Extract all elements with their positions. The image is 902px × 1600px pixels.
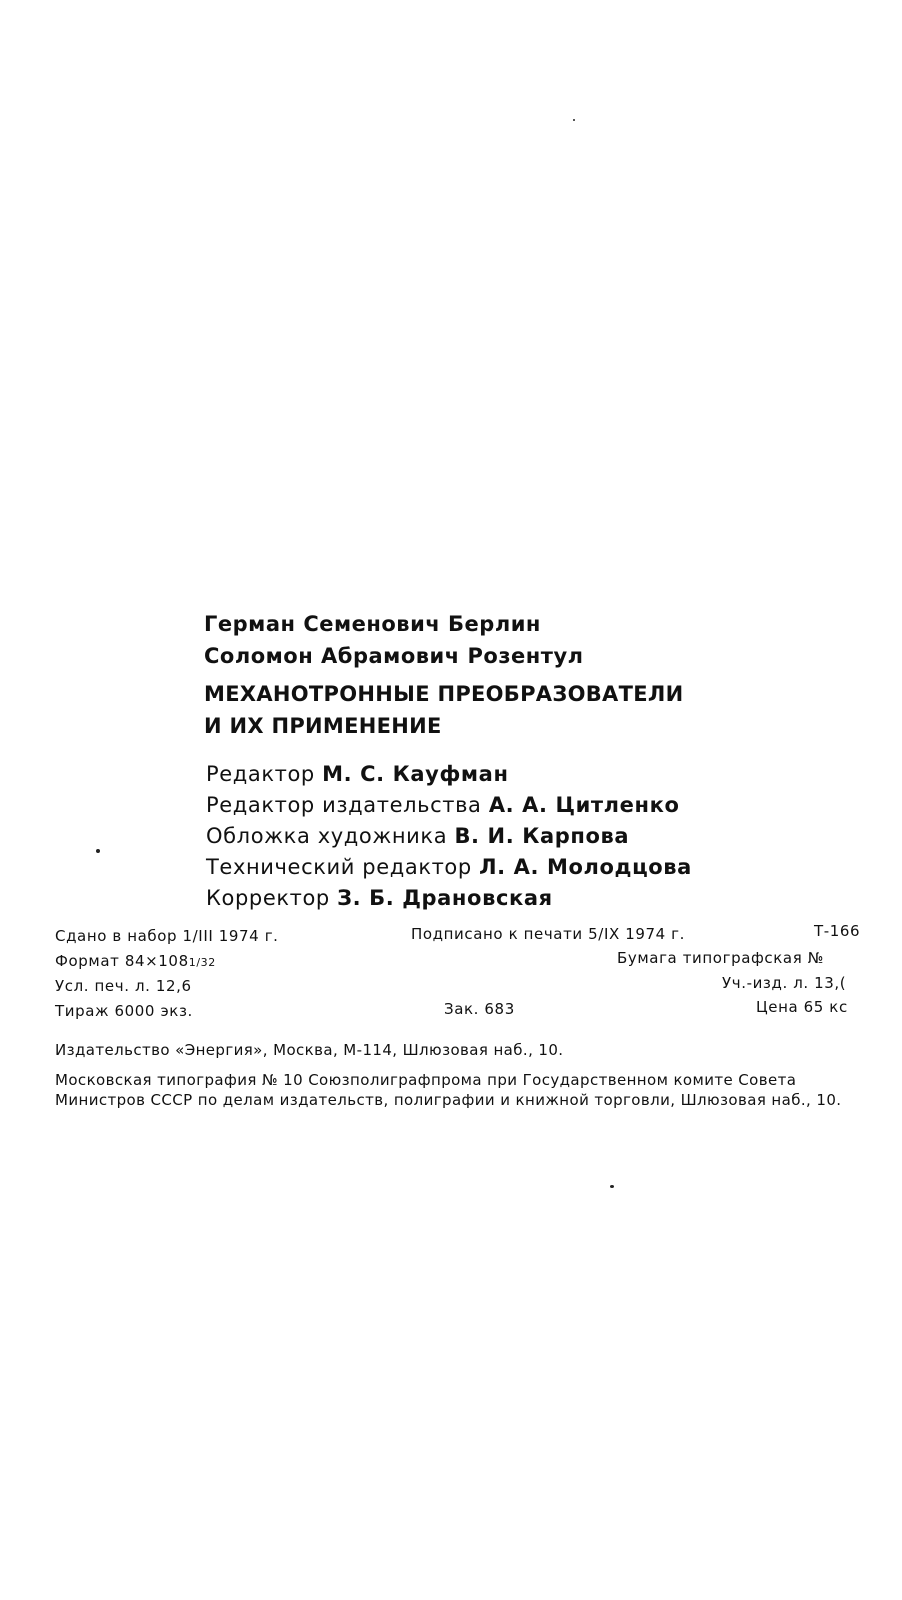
credit-cover-artist — [206, 824, 629, 848]
imprint-code: Т-166 — [814, 922, 861, 940]
author-name-1: Герман Семенович Берлин — [204, 612, 541, 636]
credit-technical-editor — [206, 855, 692, 879]
imprint-format — [55, 952, 216, 970]
credit-role: Обложка художника — [206, 824, 448, 848]
printer-address: Московская типография № 10 Союзполиграфпрома при Государственном комите Совета Министров СССР по делам издательств, полиграфии и книжной торговли, Шлюзовая наб., 10. — [55, 1071, 842, 1109]
credit-person: Л. А. Молодцова — [479, 855, 692, 879]
publisher-address: Издательство «Энергия», Москва, М-114, Шлюзовая наб., 10. — [55, 1041, 564, 1059]
scan-speck — [96, 849, 100, 853]
credit-person: А. А. Цитленко — [488, 793, 680, 817]
credit-person: В. И. Карпова — [454, 824, 630, 848]
credit-role: Редактор издательства — [206, 793, 482, 817]
imprint-edition-sheets: Уч.-изд. л. 13,( — [722, 974, 847, 992]
scan-speck — [610, 1185, 614, 1188]
imprint-signed: Подписано к печати 5/IX 1974 г. — [411, 925, 686, 943]
format-fraction: 1/32 — [188, 956, 216, 969]
credit-editor — [206, 762, 509, 786]
imprint-print-sheets: Усл. печ. л. 12,6 — [55, 977, 192, 995]
book-title-line-1: МЕХАНОТРОННЫЕ ПРЕОБРАЗОВАТЕЛИ — [204, 682, 684, 706]
scan-speck — [573, 119, 575, 121]
credit-role: Корректор — [206, 886, 330, 910]
imprint-price: Цена 65 кс — [756, 998, 848, 1016]
credit-proofreader — [206, 886, 553, 910]
credit-person: З. Б. Драновская — [337, 886, 553, 910]
imprint-circulation: Тираж 6000 экз. — [55, 1002, 193, 1020]
imprint-paper: Бумага типографская № — [617, 949, 824, 967]
imprint-order: Зак. 683 — [444, 1000, 515, 1018]
credit-role: Редактор — [206, 762, 315, 786]
credit-person: М. С. Кауфман — [322, 762, 509, 786]
imprint-submitted: Сдано в набор 1/III 1974 г. — [55, 927, 279, 945]
credit-publishing-editor — [206, 793, 679, 817]
book-title-line-2: И ИХ ПРИМЕНЕНИЕ — [204, 714, 442, 738]
credit-role: Технический редактор — [206, 855, 472, 879]
author-name-2: Соломон Абрамович Розентул — [204, 644, 584, 668]
format-label: Формат 84×108 — [55, 952, 189, 970]
